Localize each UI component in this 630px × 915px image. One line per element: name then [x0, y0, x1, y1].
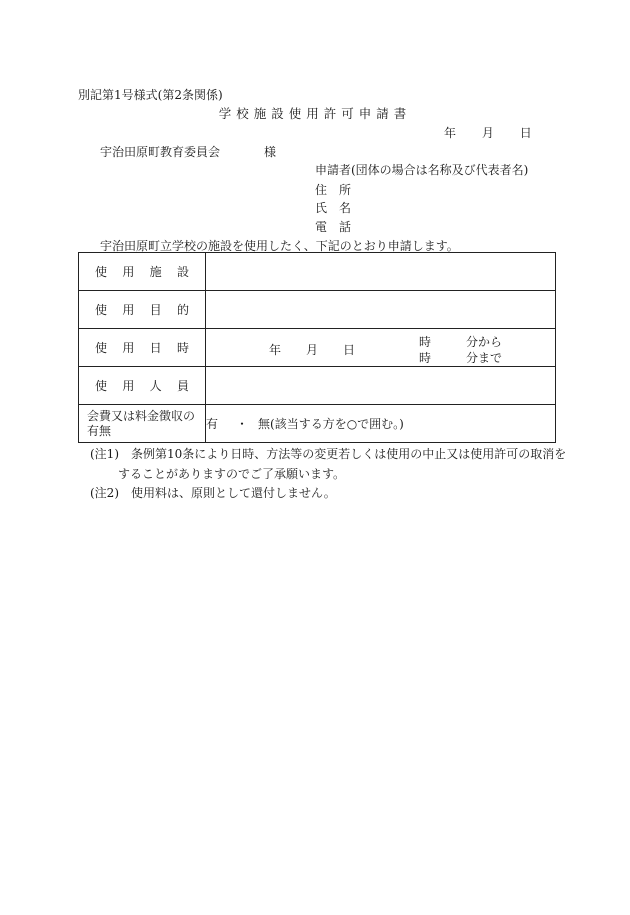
applicant-heading: 申請者(団体の場合は名称及び代表者名) [315, 163, 529, 177]
application-form-table [78, 252, 556, 443]
purpose-label: 使 用 目 的 [79, 291, 206, 329]
people-field[interactable] [206, 367, 556, 405]
fee-field[interactable] [206, 405, 556, 443]
facility-label: 使 用 施 設 [79, 253, 206, 291]
date-year-label: 年 [444, 126, 457, 140]
fee-label: 会費又は料金徴収の有無 [79, 405, 206, 443]
addressee-honorific: 様 [264, 145, 277, 159]
datetime-month-label: 月 [306, 343, 319, 357]
datetime-day-label: 日 [343, 343, 356, 357]
form-number-label: 別記第1号様式(第2条関係) [78, 88, 223, 102]
table-row-fee [79, 405, 556, 443]
purpose-field[interactable] [206, 291, 556, 329]
datetime-field[interactable] [206, 329, 556, 367]
datetime-minute-from-label: 分から [466, 335, 503, 349]
date-day-label: 日 [519, 126, 532, 140]
applicant-address-label: 住 所 [315, 183, 352, 197]
applicant-name-label: 氏 名 [315, 201, 352, 215]
application-date [444, 124, 532, 141]
note-1-line-1: (注1) 条例第10条により日時、方法等の変更若しくは使用の中止又は使用許可の取消を [90, 447, 567, 461]
table-row-facility [79, 253, 556, 291]
fee-separator: ・ [236, 417, 249, 431]
datetime-minute-to-label: 分まで [466, 351, 503, 365]
addressee [100, 143, 276, 160]
datetime-year-label: 年 [269, 343, 282, 357]
addressee-name: 宇治田原町教育委員会 [100, 145, 221, 159]
datetime-hour-from-label: 時 [419, 335, 432, 349]
fee-yes-option[interactable]: 有 [206, 417, 219, 431]
note-1-line-2: することがありますのでご了承願います。 [118, 467, 346, 481]
date-month-label: 月 [481, 126, 494, 140]
table-row-people [79, 367, 556, 405]
datetime-label: 使 用 日 時 [79, 329, 206, 367]
people-label: 使 用 人 員 [79, 367, 206, 405]
note-2: (注2) 使用料は、原則として還付しません。 [90, 486, 336, 500]
datetime-hour-to-label: 時 [419, 351, 432, 365]
document-title: 学校施設使用許可申請書 [218, 106, 412, 121]
table-row-purpose [79, 291, 556, 329]
applicant-phone-label: 電 話 [315, 220, 352, 234]
facility-field[interactable] [206, 253, 556, 291]
request-statement: 宇治田原町立学校の施設を使用したく、下記のとおり申請します。 [100, 239, 459, 253]
fee-no-option[interactable]: 無(該当する方を○で囲む。) [258, 417, 404, 431]
table-row-datetime [79, 329, 556, 367]
